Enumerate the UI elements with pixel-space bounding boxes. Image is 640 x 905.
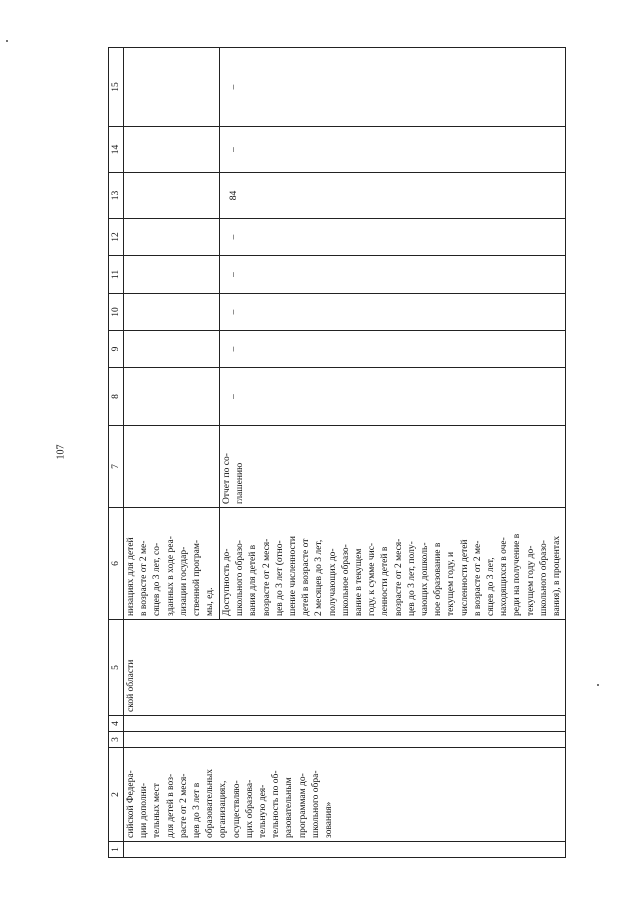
indicator-accessibility-text: Доступность до- школьного образо- вания для детей в возрасте от 2 меся- цев до 3 лет (отно- шение численности детей в возрасте от 2 месяцев до 3 лет, получающих до- школьное образо- вание в текущем году, к сумме чис- ленности детей в возрасте от 2 меся- цев до 3 лет, полу- чающих дошколь- ное образование в текущем году, и численности детей в возрасте от 2 ме- сяцев до 3 лет, находящихся в оче- реди на получение в текущем году до- школьного образо- вания), в процентах [222,533,563,616]
column-header-10: 10 [109,294,124,331]
column-header-2: 2 [109,748,124,842]
dash-value: – [229,394,239,399]
cell-indicator-continuation [124,508,220,620]
column-header-13: 13 [109,173,124,219]
cell-value-col13 [220,173,566,219]
scan-speck [597,684,599,686]
column-header-7: 7 [109,426,124,508]
cell-row1-col1 [124,842,566,858]
cell-value-col9 [220,331,566,368]
cell-responsible [124,620,566,716]
column-header-12: 12 [109,219,124,256]
cell-row1-col11 [124,256,220,294]
cell-row1-col7 [124,426,220,508]
column-number-row [109,48,124,858]
cell-row1-col4 [124,716,566,732]
project-description-text: сийской Федера- ции дополни- тельных мест для детей в воз- расте от 2 меся- цев до 3 лет в образовательных организациях, осуществляю- щих образова- тельную дея- тельность по об- разовательным программам до- школьного обра- зования» [126,769,335,838]
cell-row1-col15 [124,48,220,127]
column-header-6: 6 [109,508,124,620]
column-header-9: 9 [109,331,124,368]
dash-value: – [229,234,239,240]
page-number: 107 [55,444,67,460]
cell-value-col12 [220,219,566,256]
cell-project-description [124,748,566,842]
scan-speck [6,40,8,42]
data-table [108,47,566,858]
dash-value: – [229,346,239,352]
column-header-15: 15 [109,48,124,127]
column-header-4: 4 [109,716,124,732]
cell-value-col10 [220,294,566,331]
cell-value-col15 [220,48,566,127]
cell-indicator-accessibility [220,508,566,620]
responsible-text: ской области [126,659,136,712]
column-header-8: 8 [109,368,124,426]
column-header-3: 3 [109,732,124,748]
column-header-5: 5 [109,620,124,716]
cell-row1-col14 [124,127,220,173]
dash-value: – [229,84,239,90]
column-header-1: 1 [109,842,124,858]
cell-row1-col9 [124,331,220,368]
cell-row1-col13 [124,173,220,219]
rotated-table-wrapper [108,48,563,858]
cell-value-col8 [220,368,566,426]
source-text: Отчет по со- глашению [222,453,246,504]
dash-value: – [229,147,239,152]
cell-row1-col12 [124,219,220,256]
column-header-11: 11 [109,256,124,294]
table-row-additional-places [124,48,220,858]
cell-row1-col3 [124,732,566,748]
column-header-14: 14 [109,127,124,173]
dash-value: – [229,309,239,315]
cell-value-col11 [220,256,566,294]
cell-source [220,426,566,508]
cell-value-col14 [220,127,566,173]
cell-row1-col10 [124,294,220,331]
indicator-continuation-text: низациях для детей в возрасте от 2 ме- сяцев до 3 лет, со- зданных в ходе реа- лизации государ- ственной програм- мы, ед. [126,536,216,616]
dash-value: – [229,272,239,277]
value-84: 84 [229,190,239,201]
cell-row1-col8 [124,368,220,426]
